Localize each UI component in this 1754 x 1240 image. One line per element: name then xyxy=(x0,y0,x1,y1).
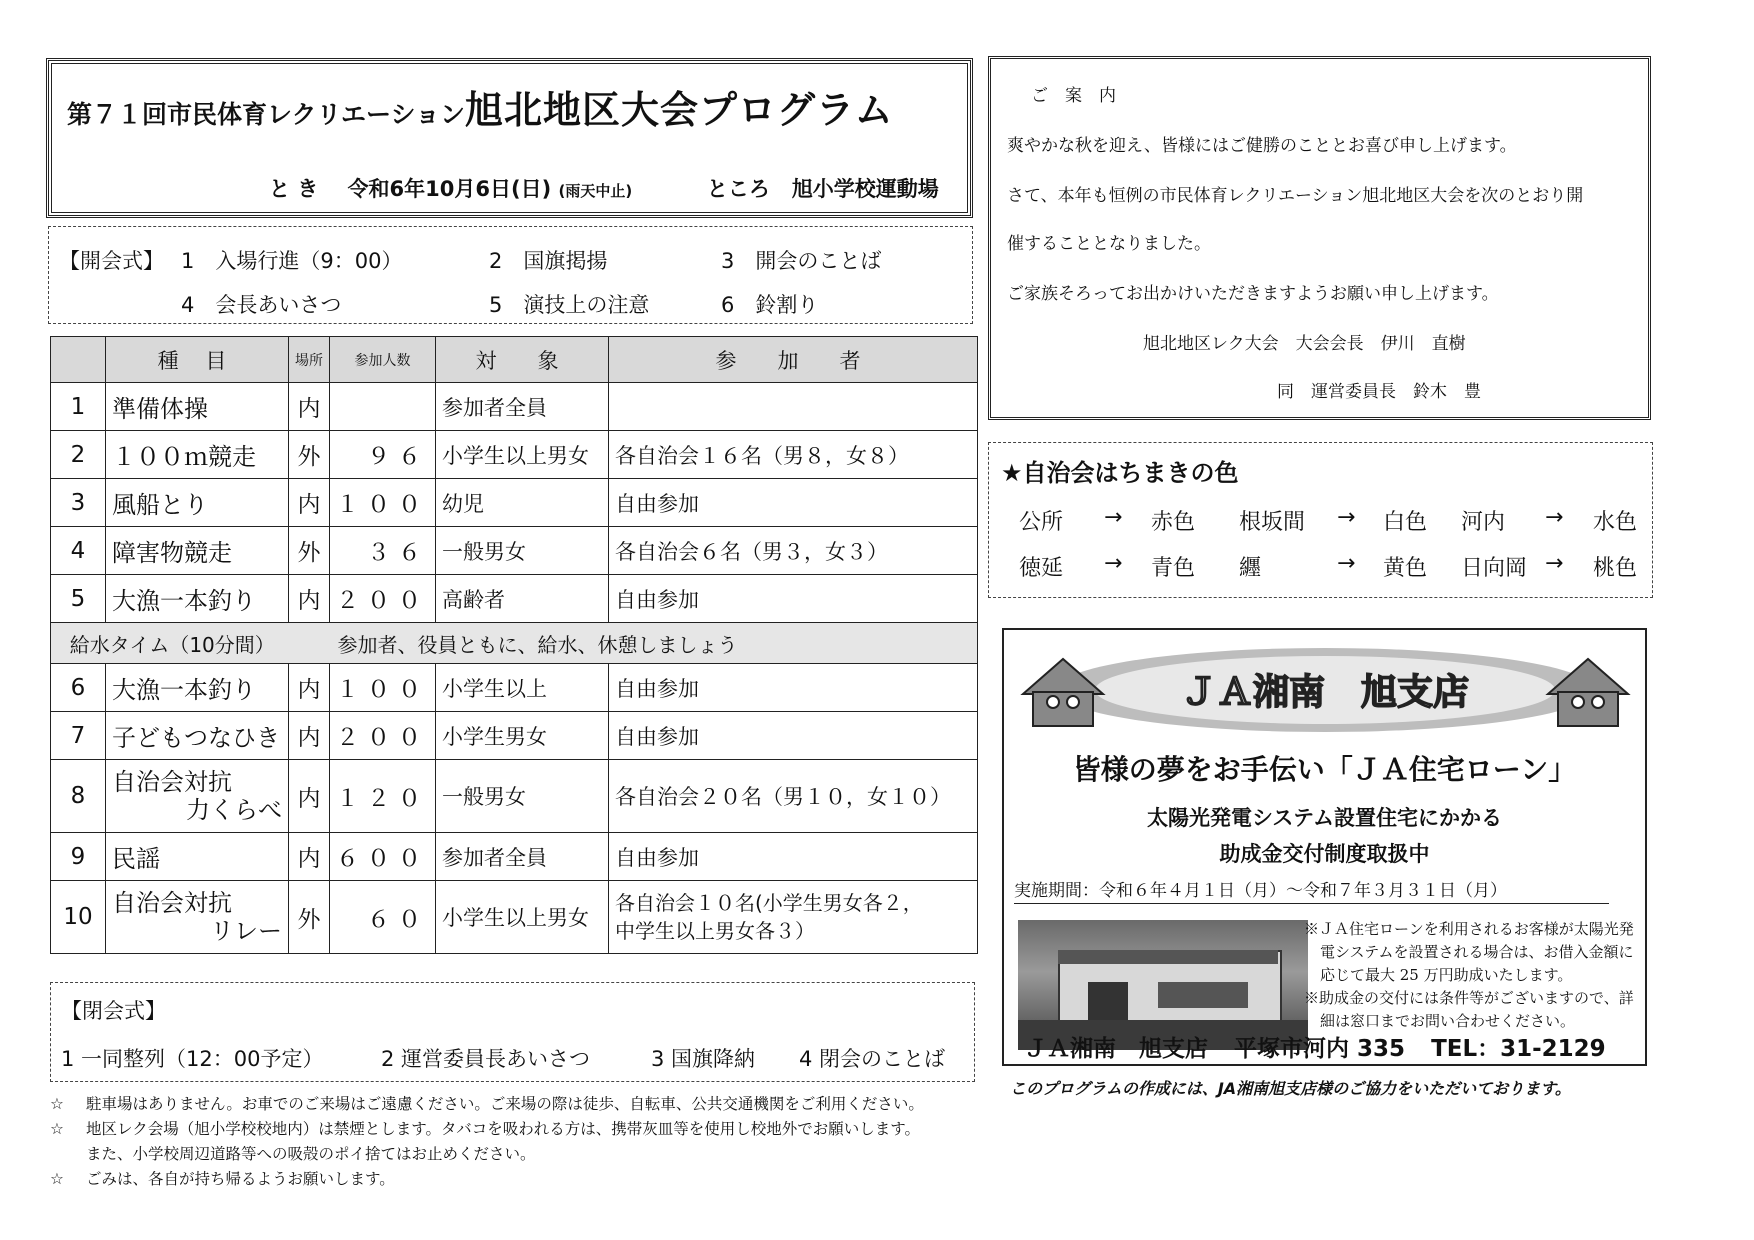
event-venue: 旭小学校運動場 xyxy=(791,177,939,201)
table-row: 9 民謡 内 ６００ 参加者全員 自由参加 xyxy=(51,833,978,881)
note: ☆ 地区レク会場（旭小学校校地内）は禁煙とします。タバコを吸われる方は、携帯灰皿等を使用し校地外でお願いします。 xyxy=(50,1120,921,1138)
title-prefix: 第７１回市民体育レクリエーション xyxy=(67,100,466,129)
title-box xyxy=(46,58,973,218)
opening-ceremony xyxy=(48,226,973,324)
branch-name: ＪＡ湘南 旭支店 xyxy=(1024,1036,1208,1062)
opening-item: 5 演技上の注意 xyxy=(489,293,650,317)
opening-item: 4 会長あいさつ xyxy=(181,293,342,317)
ad-subheadline: 太陽光発電システム設置住宅にかかる xyxy=(1147,806,1502,830)
table-row: 10 自治会対抗 リレー 外 ６０ 小学生以上男女 各自治会１０名(小学生男女各２， 中学生以上男女各３） xyxy=(51,881,978,954)
ad-notes xyxy=(1304,918,1634,1033)
closing-item: 4 閉会のことば xyxy=(799,1047,946,1071)
opening-label: 【開会式】 xyxy=(59,249,164,273)
header-participants: 参 加 者 xyxy=(609,337,978,383)
ad-subheadline: 助成金交付制度取扱中 xyxy=(1219,842,1430,866)
page-title xyxy=(67,79,894,134)
closing-label: 【閉会式】 xyxy=(61,999,166,1023)
guidance-title: ご 案 内 xyxy=(1031,86,1116,106)
opening-item: 6 鈴割り xyxy=(721,293,819,317)
headband-colors: ★自治会はちまきの色 公所 → 赤色 根坂間 → 白色 河内 → 水色 徳延 → 青色 纒 → 黄色 日向岡 → 桃色 xyxy=(988,442,1653,598)
guidance-line: 爽やかな秋を迎え、皆様にはご健勝のこととお喜び申し上げます。 xyxy=(1007,136,1517,156)
closing-item: 2 運営委員長あいさつ xyxy=(381,1047,591,1071)
ad-footer xyxy=(1024,1030,1634,1063)
credit-line: このプログラムの作成には、JA湘南旭支店様のご協力をいただいております。 xyxy=(1010,1079,1571,1098)
header-count: 参加人数 xyxy=(330,337,436,383)
when-label: と き xyxy=(269,177,319,201)
house-icon xyxy=(1548,659,1628,726)
notes xyxy=(50,1092,980,1192)
table-row: 6 大漁一本釣り 内 １００ 小学生以上 自由参加 xyxy=(51,664,978,712)
table-row: 1 準備体操 内 参加者全員 xyxy=(51,383,978,431)
table-row: 8 自治会対抗 力くらべ 内 １２０ 一般男女 各自治会２０名（男１０，女１０） xyxy=(51,760,978,833)
header-event: 種 目 xyxy=(106,337,289,383)
ad-headline: 皆様の夢をお手伝い「ＪＡ住宅ローン」 xyxy=(1072,753,1577,786)
ad-note: ※助成金の交付には条件等がございますので、詳細は窓口までお問い合わせください。 xyxy=(1304,989,1634,1030)
guidance-signature: 旭北地区レク大会 大会会長 伊川 直樹 xyxy=(1143,334,1466,354)
table-row: 5 大漁一本釣り 内 ２００ 高齢者 自由参加 xyxy=(51,575,978,623)
ad-banner xyxy=(1018,644,1633,736)
title-main: 旭北地区大会プログラム xyxy=(465,88,894,132)
table-row: 3 風船とり 内 １００ 幼児 自由参加 xyxy=(51,479,978,527)
water-break-row xyxy=(51,623,978,664)
ad-period: 実施期間：令和６年４月１日（月）～令和７年３月３１日（月） xyxy=(1014,876,1609,904)
table-row: 7 子どもつなひき 内 ２００ 小学生男女 自由参加 xyxy=(51,712,978,760)
event-date-place xyxy=(269,173,939,203)
break-label: 給水タイム（10分間） xyxy=(69,632,275,657)
closing-item: 1 一同整列（12：00予定） xyxy=(61,1047,324,1071)
headband-title: ★自治会はちまきの色 xyxy=(1001,459,1239,487)
opening-item: 3 開会のことば xyxy=(721,249,882,273)
guidance-box xyxy=(988,56,1651,420)
opening-item: 2 国旗掲揚 xyxy=(489,249,608,273)
closing-ceremony xyxy=(50,982,975,1082)
ad-note: ※ＪＡ住宅ローンを利用されるお客様が太陽光発電システムを設置される場合は、お借入金額に応じて最大 25 万円助成いたします。 xyxy=(1304,920,1634,984)
note: また、小学校周辺道路等への吸殻のポイ捨てはお止めください。 xyxy=(86,1145,536,1163)
event-date: 令和6年10月6日(日) xyxy=(347,177,552,201)
closing-item: 3 国旗降納 xyxy=(651,1047,756,1071)
break-text: 参加者、役員ともに、給水、休憩しましょう xyxy=(337,632,738,657)
guidance-line: 催することとなりました。 xyxy=(1007,234,1211,254)
table-header xyxy=(51,337,978,383)
guidance-signature: 同 運営委員長 鈴木 豊 xyxy=(1277,382,1481,402)
guidance-line: ご家族そろってお出かけいただきますようお願い申し上げます。 xyxy=(1007,284,1499,304)
ja-advertisement xyxy=(1002,628,1647,1066)
guidance-line: さて、本年も恒例の市民体育レクリエーション旭北地区大会を次のとおり開 xyxy=(1007,186,1584,206)
where-label: ところ xyxy=(706,177,770,201)
table-row: 4 障害物競走 外 ３６ 一般男女 各自治会６名（男３，女３） xyxy=(51,527,978,575)
branch-tel: TEL：31-2129 xyxy=(1431,1036,1606,1062)
ad-banner-text: ＪＡ湘南 旭支店 xyxy=(1180,672,1470,713)
header-place: 場所 xyxy=(289,337,330,383)
header-target: 対 象 xyxy=(436,337,609,383)
rain-note: (雨天中止) xyxy=(558,182,633,200)
note: ☆ 駐車場はありません。お車でのご来場はご遠慮ください。ご来場の際は徒歩、自転車、公共交通機関をご利用ください。 xyxy=(50,1095,924,1113)
branch-address: 平塚市河内 335 xyxy=(1234,1036,1406,1062)
program-table xyxy=(50,336,978,954)
note: ☆ ごみは、各自が持ち帰るようお願いします。 xyxy=(50,1170,395,1188)
opening-item: 1 入場行進（9：00） xyxy=(181,249,403,273)
table-row: 2 １００ｍ競走 外 ９６ 小学生以上男女 各自治会１６名（男８，女８） xyxy=(51,431,978,479)
